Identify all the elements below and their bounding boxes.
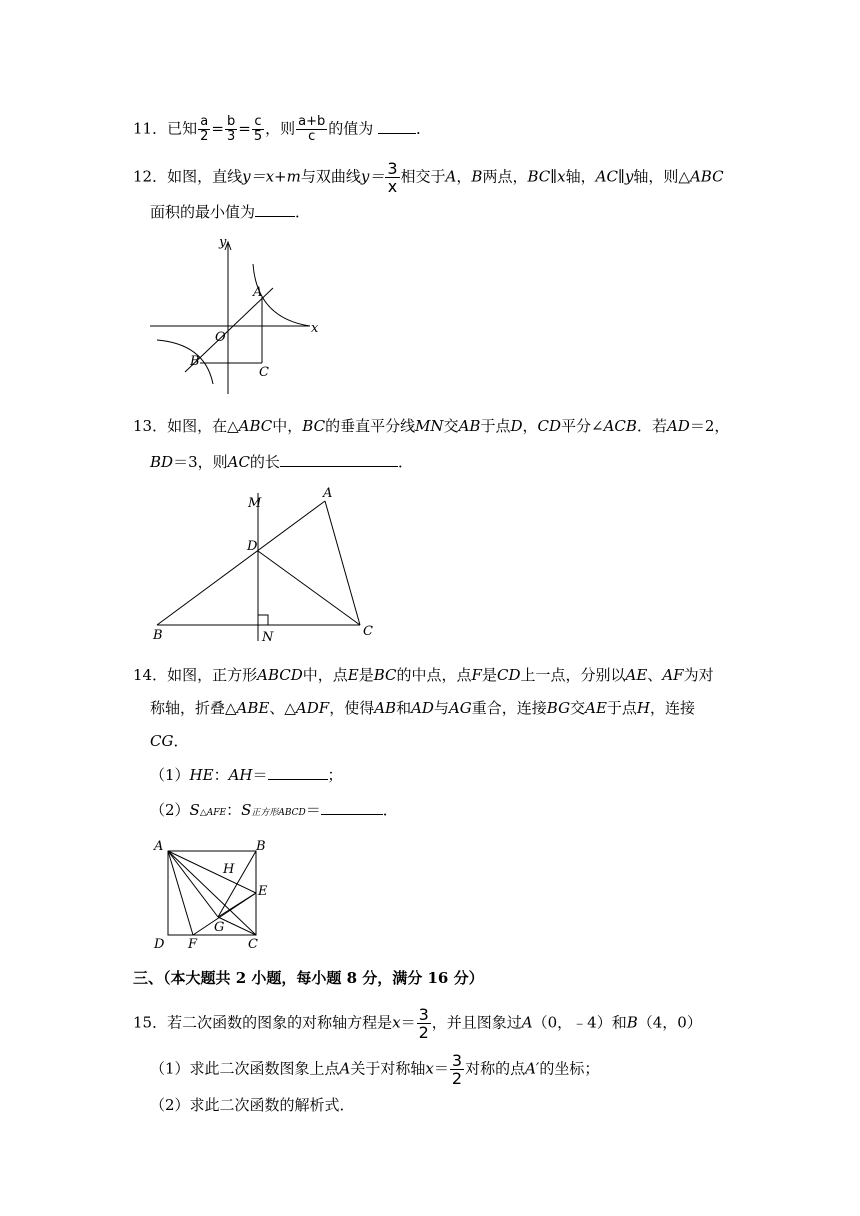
- answer-blank: [321, 800, 383, 815]
- label-M: M: [248, 496, 262, 511]
- label-B: B: [256, 839, 266, 854]
- question-number: 12．: [133, 167, 168, 186]
- question-15-part-2: （2）求此二次函数的解析式．: [150, 1096, 355, 1114]
- label-H: H: [223, 862, 235, 877]
- question-14-part-1: （1）HE：AH＝ ；: [150, 766, 343, 784]
- question-13: 13．如图，在△ABC中，BC的垂直平分线MN交AB于点D，CD平分∠ACB．若AD＝2，: [133, 417, 730, 435]
- question-number: 14．: [133, 666, 168, 684]
- label-D: D: [247, 539, 258, 554]
- answer-blank: [378, 119, 416, 134]
- label-O: O: [215, 330, 226, 345]
- label-A: A: [154, 839, 164, 854]
- label-C: C: [259, 365, 269, 380]
- label-A: A: [323, 486, 333, 501]
- figure-square-abcd: [148, 833, 288, 953]
- label-F: F: [188, 937, 198, 952]
- question-13-line-2: BD＝3，则AC的长 ．: [150, 453, 413, 471]
- label-y: y: [219, 235, 227, 250]
- question-number: 15．: [133, 1013, 168, 1032]
- fraction-a-plus-b-over-c: $\frac{a+b}{c}$: [298, 114, 326, 144]
- label-N: N: [262, 630, 274, 645]
- question-number: 11．: [133, 119, 168, 138]
- figure-triangle-abc: [145, 483, 385, 648]
- fraction-3-over-x: $\frac{3}{x}$: [387, 159, 398, 196]
- question-14-part-2: （2）S△AFE：S正方形ABCD＝ ．: [150, 801, 398, 819]
- fraction-a-over-2: $\frac{a}{2}$: [200, 114, 209, 144]
- question-12: 12．如图，直线y＝x+m与双曲线y＝ $\frac{3}{x}$ 相交于A，B两点，BC∥x轴，AC∥y轴，则△ABC: [133, 159, 724, 196]
- answer-blank: [268, 765, 328, 780]
- question-14-line-3: CG．: [150, 732, 189, 750]
- fraction-c-over-5: $\frac{c}{5}$: [253, 114, 263, 144]
- label-C: C: [363, 624, 373, 639]
- answer-blank: [255, 202, 295, 217]
- question-15-part-1: （1）求此二次函数图象上点A关于对称轴x＝ $\frac{3}{2}$ 对称的点A′的坐标；: [150, 1051, 600, 1088]
- fraction-3-over-2: $\frac{3}{2}$: [418, 1005, 429, 1042]
- question-number: 13．: [133, 417, 168, 435]
- label-B: B: [190, 354, 200, 369]
- fraction-3-over-2: $\frac{3}{2}$: [451, 1051, 463, 1088]
- label-D: D: [154, 937, 165, 952]
- answer-blank: [280, 452, 398, 467]
- label-x: x: [311, 321, 319, 336]
- label-A: A: [253, 285, 263, 300]
- question-14: 14．如图，正方形ABCD中，点E是BC的中点，点F是CD上一点，分别以AE、AF为对: [133, 666, 714, 684]
- question-14-line-2: 称轴，折叠△ABE、△ADF，使得AB和AD与AG重合，连接BG交AE于点H，连接: [150, 699, 696, 717]
- label-C: C: [248, 937, 258, 952]
- label-E: E: [258, 884, 268, 899]
- figure-hyperbola-line: [145, 232, 345, 397]
- label-G: G: [214, 920, 225, 935]
- fraction-b-over-3: $\frac{b}{3}$: [226, 114, 236, 144]
- question-11: 11．已知 $\frac{a}{2}$ = $\frac{b}{3}$ = $\frac{c}{5}$ ，则 $\frac{a+b}{c}$ 的值为 ．: [133, 114, 432, 144]
- section-heading: 三、（本大题共 2 小题，每小题 8 分，满分 16 分）: [133, 969, 484, 987]
- label-B: B: [153, 628, 163, 643]
- question-12-line-2: 面积的最小值为 ．: [150, 203, 311, 221]
- question-15: 15．若二次函数的图象的对称轴方程是x＝ $\frac{3}{2}$ ，并且图象过A（0，﹣4）和B（4，0）: [133, 1005, 702, 1042]
